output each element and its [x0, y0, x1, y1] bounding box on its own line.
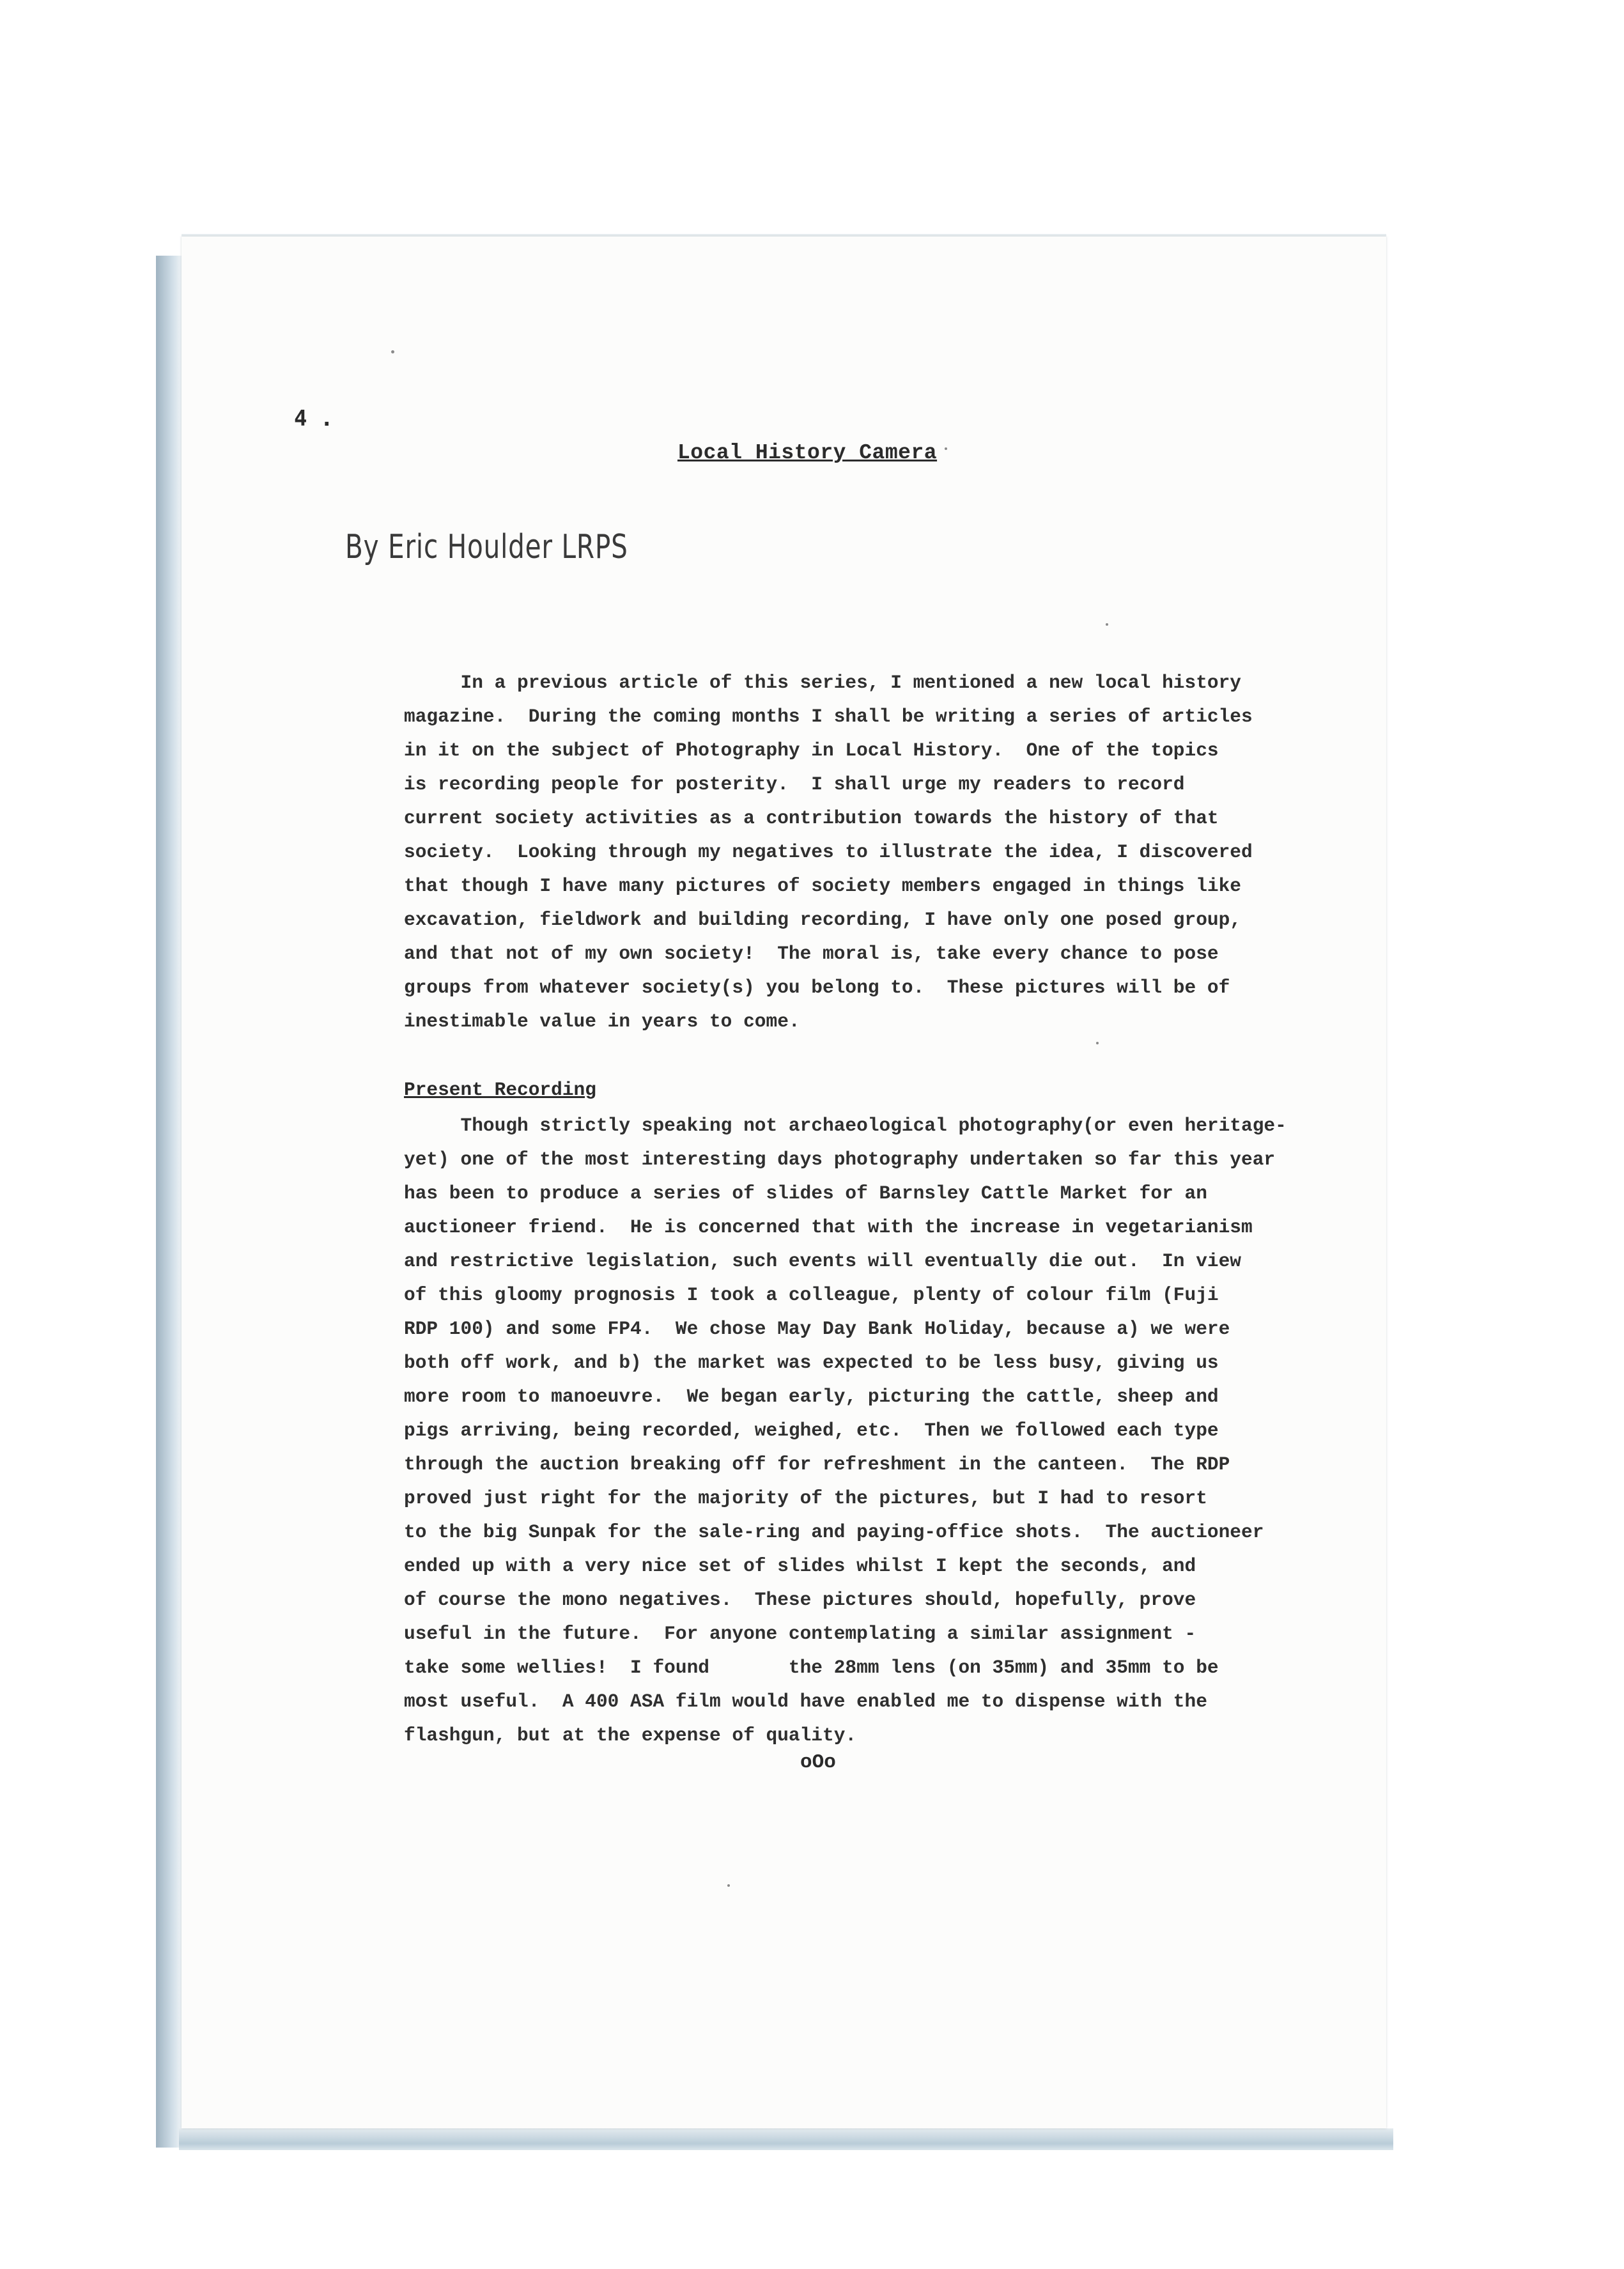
text-line: most useful. A 400 ASA film would have enabled me to dispense with the	[404, 1691, 1207, 1712]
text-line: RDP 100) and some FP4. We chose May Day Bank Holiday, because a) we were	[404, 1318, 1230, 1340]
text-line: current society activities as a contribution towards the history of that	[404, 807, 1219, 829]
text-line: of this gloomy prognosis I took a colleague, plenty of colour film (Fuji	[404, 1284, 1219, 1306]
dust-speck	[1106, 623, 1108, 626]
text-line: auctioneer friend. He is concerned that with the increase in vegetarianism	[404, 1216, 1253, 1238]
text-line: is recording people for posterity. I shall urge my readers to record	[404, 773, 1185, 795]
article-byline: By Eric Houlder LRPS	[345, 528, 628, 566]
text-line: Though strictly speaking not archaeological photography(or even heritage-	[404, 1115, 1287, 1136]
text-line: ended up with a very nice set of slides whilst I kept the seconds, and	[404, 1555, 1196, 1577]
text-line: yet) one of the most interesting days photography undertaken so far this year	[404, 1149, 1276, 1170]
text-line: through the auction breaking off for refreshment in the canteen. The RDP	[404, 1453, 1230, 1475]
dust-speck	[727, 1884, 730, 1887]
text-line: proved just right for the majority of the pictures, but I had to resort	[404, 1487, 1207, 1509]
end-mark: oOo	[800, 1751, 836, 1774]
page-number: 4 .	[294, 406, 334, 431]
section-heading: Present Recording	[404, 1079, 596, 1101]
text-line: useful in the future. For anyone contemplating a similar assignment -	[404, 1623, 1196, 1645]
text-line: both off work, and b) the market was expected to be less busy, giving us	[404, 1352, 1219, 1374]
dust-speck	[945, 447, 947, 450]
text-line: excavation, fieldwork and building recording, I have only one posed group,	[404, 909, 1242, 931]
text-line: pigs arriving, being recorded, weighed, etc. Then we followed each type	[404, 1420, 1219, 1441]
text-line: and that not of my own society! The moral is, take every chance to pose	[404, 943, 1219, 964]
text-line: In a previous article of this series, I mentioned a new local history	[404, 672, 1242, 693]
paper-bottom-shadow	[179, 2128, 1393, 2150]
paper-edge-shadow	[156, 256, 182, 2148]
text-line: that though I have many pictures of society members engaged in things like	[404, 875, 1242, 897]
dust-speck	[1096, 1042, 1099, 1044]
text-line: groups from whatever society(s) you belong to. These pictures will be of	[404, 977, 1230, 998]
text-line: flashgun, but at the expense of quality.	[404, 1724, 857, 1746]
text-line: in it on the subject of Photography in Local History. One of the topics	[404, 740, 1219, 761]
dust-speck	[391, 350, 394, 353]
text-line: society. Looking through my negatives to illustrate the idea, I discovered	[404, 841, 1253, 863]
paragraph-intro	[404, 666, 1311, 1039]
text-line: inestimable value in years to come.	[404, 1011, 800, 1032]
text-line: take some wellies! I found the 28mm lens (on 35mm) and 35mm to be	[404, 1657, 1219, 1678]
text-line: more room to manoeuvre. We began early, picturing the cattle, sheep and	[404, 1386, 1219, 1407]
text-line: has been to produce a series of slides of Barnsley Cattle Market for an	[404, 1182, 1207, 1204]
paragraph-present-recording	[404, 1109, 1311, 1753]
text-line: and restrictive legislation, such events will eventually die out. In view	[404, 1250, 1242, 1272]
text-line: of course the mono negatives. These pictures should, hopefully, prove	[404, 1589, 1196, 1611]
text-line: to the big Sunpak for the sale-ring and paying-office shots. The auctioneer	[404, 1521, 1264, 1543]
article-title: Local History Camera	[677, 441, 938, 465]
text-line: magazine. During the coming months I shall be writing a series of articles	[404, 706, 1253, 727]
